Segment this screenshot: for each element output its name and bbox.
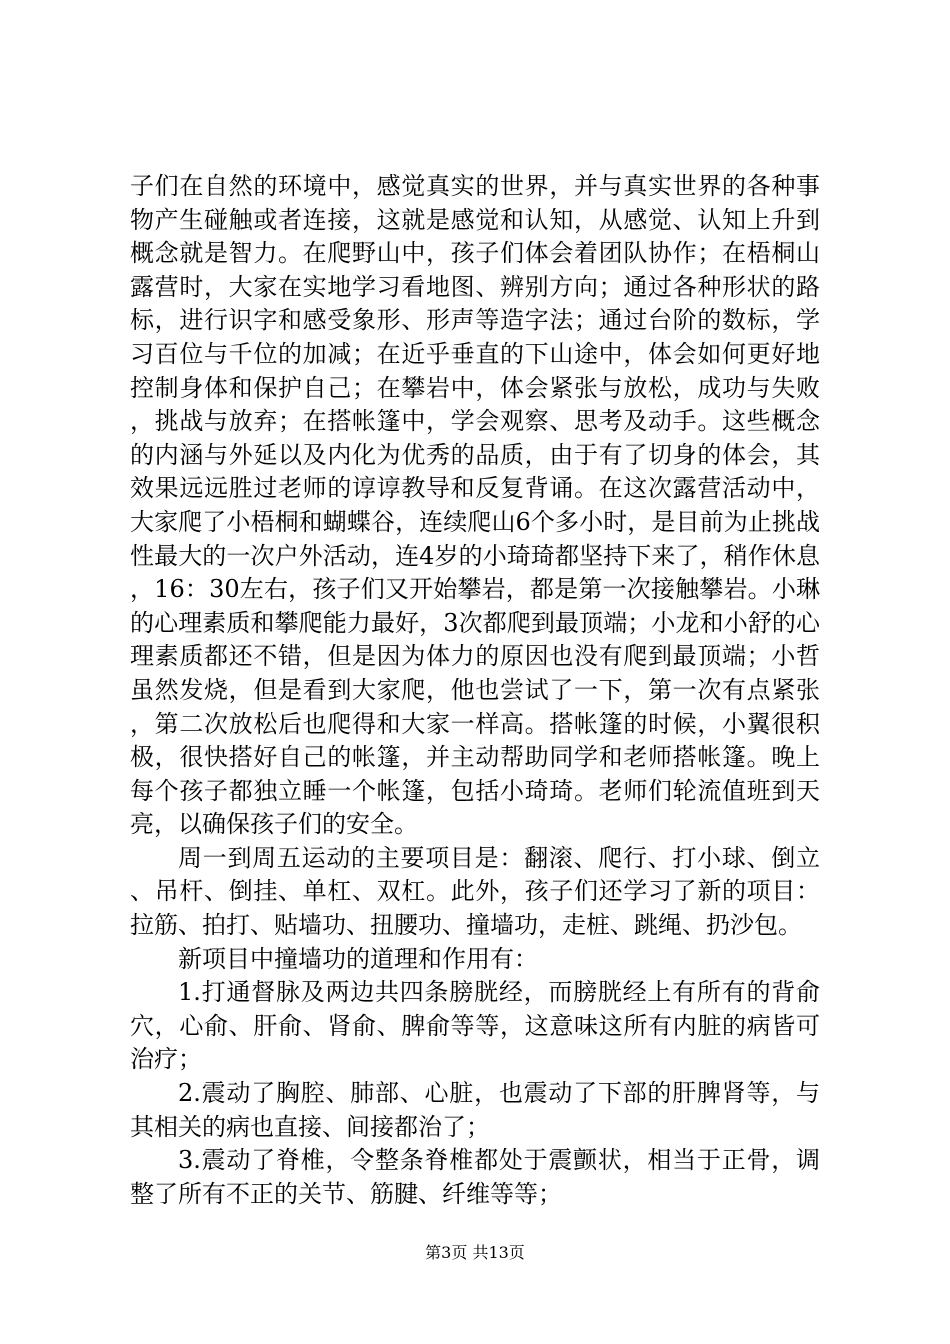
- list-item-point-1: 1.打通督脉及两边共四条膀胱经，而膀胱经上有所有的背俞穴，心俞、肝俞、肾俞、脾俞等等，这意味这所有内脏的病皆可治疗；: [130, 978, 820, 1074]
- paragraph-wall-exercise-intro: 新项目中撞墙功的道理和作用有：: [178, 944, 538, 973]
- document-body: [130, 170, 820, 1211]
- list-item-point-2: 2.震动了胸腔、肺部、心脏，也震动了下部的肝脾肾等，与其相关的病也直接、间接都治了；: [130, 1079, 820, 1141]
- paragraph-camping-activities: 子们在自然的环境中，感觉真实的世界，并与真实世界的各种事物产生碰触或者连接，这就是感觉和认知，从感觉、认知上升到概念就是智力。在爬野山中，孩子们体会着团队协作；在梧桐山露营时，大家在实地学习看地图、辨别方向；通过各种形状的路标，进行识字和感受象形、形声等造字法；通过台阶的数标，学习百位与千位的加减；在近乎垂直的下山途中，体会如何更好地控制身体和保护自己；在攀岩中，体会紧张与放松，成功与失败，挑战与放弃；在搭帐篷中，学会观察、思考及动手。这些概念的内涵与外延以及内化为优秀的品质，由于有了切身的体会，其效果远远胜过老师的谆谆教导和反复背诵。在这次露营活动中，大家爬了小梧桐和蝴蝶谷，连续爬山6个多小时，是目前为止挑战性最大的一次户外活动，连4岁的小琦琦都坚持下来了，稍作休息，16：30左右，孩子们又开始攀岩，都是第一次接触攀岩。小琳的心理素质和攀爬能力最好，3次都爬到最顶端；小龙和小舒的心理素质都还不错，但是因为体力的原因也没有爬到最顶端；小哲虽然发烧，但是看到大家爬，他也尝试了一下，第一次有点紧张，第二次放松后也爬得和大家一样高。搭帐篷的时候，小翼很积极，很快搭好自己的帐篷，并主动帮助同学和老师搭帐篷。晚上每个孩子都独立睡一个帐篷，包括小琦琦。老师们轮流值班到天亮，以确保孩子们的安全。: [130, 172, 820, 839]
- paragraph-weekly-exercises: 周一到周五运动的主要项目是：翻滚、爬行、打小球、倒立、吊杆、倒挂、单杠、双杠。此外，孩子们还学习了新的项目：拉筋、拍打、贴墙功、扭腰功、撞墙功，走桩、跳绳、扔沙包。: [130, 843, 820, 940]
- list-item-point-3: 3.震动了脊椎，令整条脊椎都处于震颤状，相当于正骨，调整了所有不正的关节、筋腱、纤维等等；: [130, 1146, 820, 1208]
- page-number-footer: 第3页 共13页: [425, 1243, 525, 1262]
